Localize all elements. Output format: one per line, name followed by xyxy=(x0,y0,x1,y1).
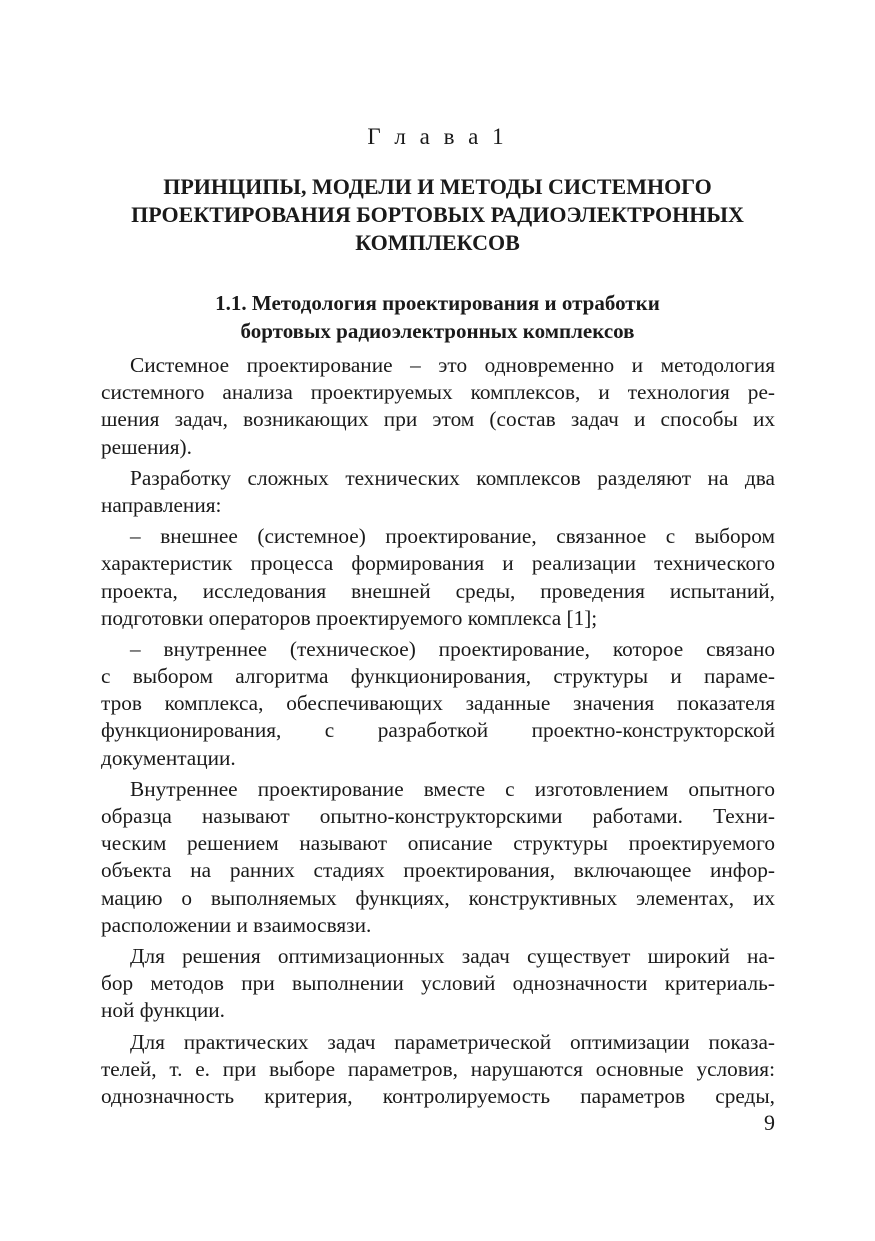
text-line: телей, т. е. при выборе параметров, нарушаются основные условия: xyxy=(101,1056,775,1081)
text-line: однозначность критерия, контролируемость параметров среды, xyxy=(101,1083,775,1108)
text-line: проекта, исследования внешней среды, проведения испытаний, xyxy=(101,578,775,603)
paragraph xyxy=(101,465,775,519)
chapter-title-line: КОМПЛЕКСОВ xyxy=(355,230,520,255)
text-line: направления: xyxy=(101,492,222,517)
text-line: подготовки операторов проектируемого комплекса [1]; xyxy=(101,605,598,630)
text-line: ческим решением называют описание структуры проектируемого xyxy=(101,831,775,856)
text-line: шения задач, возникающих при этом (состав задач и способы их xyxy=(101,407,775,432)
paragraph xyxy=(101,352,775,461)
text-line: тров комплекса, обеспечивающих заданные значения показателя xyxy=(101,691,775,716)
text-line: – внешнее (системное) проектирование, связанное с выбором xyxy=(130,524,775,549)
text-line: объекта на ранних стадиях проектирования, включающее инфор- xyxy=(101,858,775,883)
text-line: Разработку сложных технических комплексов разделяют на два xyxy=(130,465,775,490)
text-line: расположении и взаимосвязи. xyxy=(101,912,372,937)
paragraph xyxy=(101,1029,775,1111)
text-line: мацию о выполняемых функциях, конструктивных элементах, их xyxy=(101,885,775,910)
text-line: ной функции. xyxy=(101,998,225,1023)
text-line: Для решения оптимизационных задач существует широкий на- xyxy=(130,943,775,968)
chapter-title-line: ПРИНЦИПЫ, МОДЕЛИ И МЕТОДЫ СИСТЕМНОГО xyxy=(163,174,712,199)
paragraph-list-item xyxy=(101,523,775,632)
page-number: 9 xyxy=(764,1110,775,1135)
text-line: Для практических задач параметрической оптимизации показа- xyxy=(130,1029,775,1054)
text-line: Внутреннее проектирование вместе с изготовлением опытного xyxy=(130,776,775,801)
text-line: функционирования, с разработкой проектно-конструкторской xyxy=(101,718,775,743)
chapter-title-line: ПРОЕКТИРОВАНИЯ БОРТОВЫХ РАДИОЭЛЕКТРОННЫХ xyxy=(131,202,744,227)
chapter-title xyxy=(100,173,775,257)
text-line: системного анализа проектируемых комплексов, и технология ре- xyxy=(101,380,775,405)
body-text xyxy=(101,352,775,1110)
text-line: документации. xyxy=(101,745,236,770)
paragraph xyxy=(101,943,775,1025)
text-line: бор методов при выполнении условий однозначности критериаль- xyxy=(101,971,775,996)
section-title xyxy=(100,289,775,345)
text-line: Системное проектирование – это одновременно и методология xyxy=(130,353,775,377)
text-line: решения). xyxy=(101,434,192,459)
paragraph-list-item xyxy=(101,636,775,772)
text-line: характеристик процесса формирования и реализации технического xyxy=(101,551,775,576)
text-line: – внутреннее (техническое) проектирование, которое связано xyxy=(130,636,775,661)
paragraph xyxy=(101,776,775,939)
section-title-line: бортовых радиоэлектронных комплексов xyxy=(240,319,635,343)
text-line: с выбором алгоритма функционирования, структуры и параме- xyxy=(101,664,775,689)
section-title-line: 1.1. Методология проектирования и отработки xyxy=(215,291,660,315)
text-line: образца называют опытно-конструкторскими работами. Техни- xyxy=(101,804,775,828)
chapter-label: Г л а в а 1 xyxy=(367,124,508,149)
